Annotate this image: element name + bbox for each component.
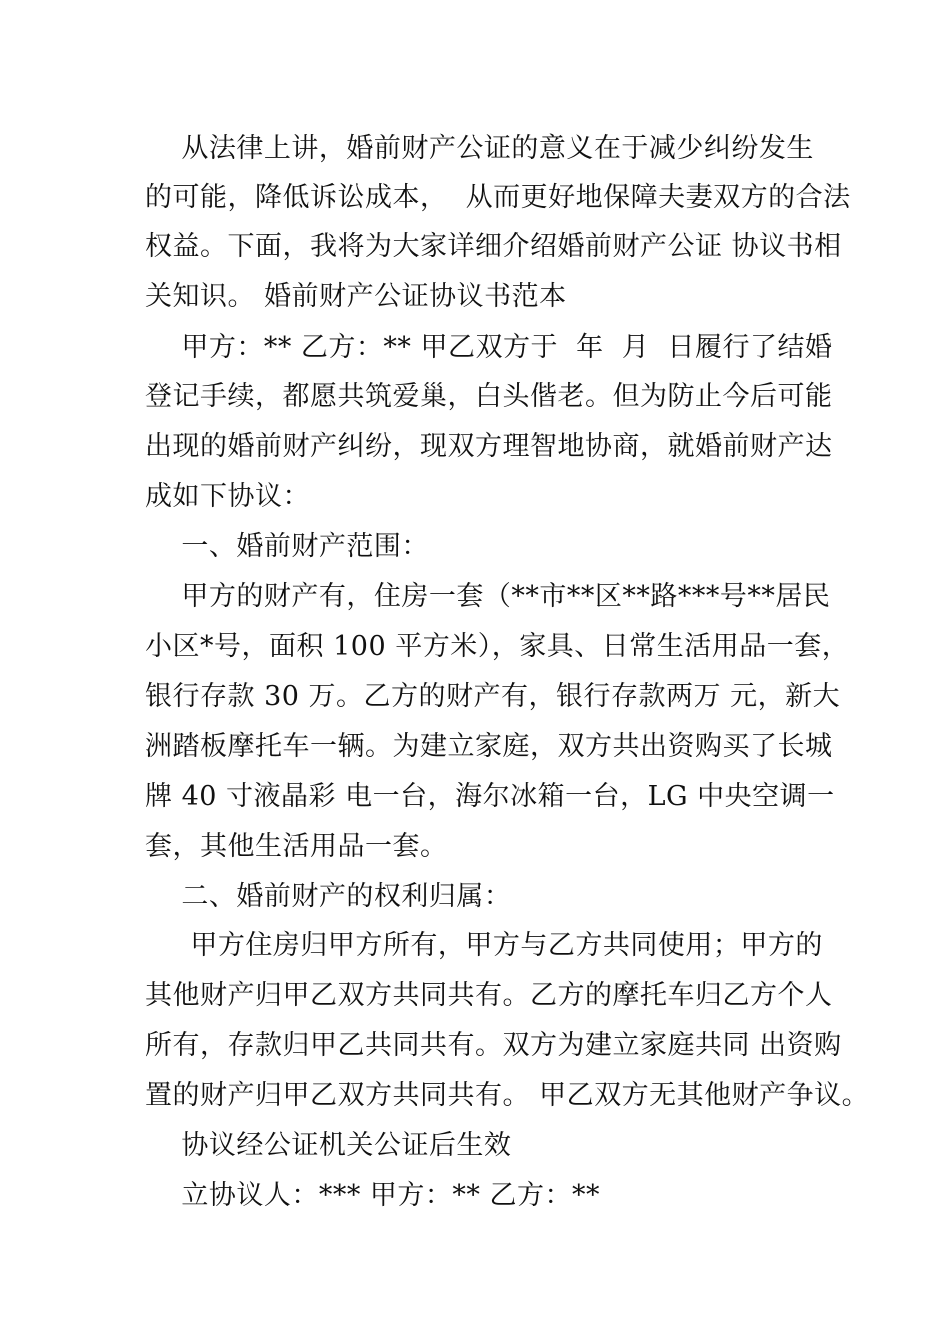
text-line: 成如下协议： bbox=[145, 481, 310, 512]
text-line: 其他财产归甲乙双方共同共有。乙方的摩托车归乙方个人 bbox=[145, 980, 833, 1011]
text-line: 关知识。 婚前财产公证协议书范本 bbox=[145, 281, 567, 312]
signature-line: 立协议人：*** 甲方：** 乙方：** bbox=[145, 1180, 600, 1211]
text-line: 所有，存款归甲乙共同共有。双方为建立家庭共同 出资购 bbox=[145, 1030, 842, 1061]
text-line: 洲踏板摩托车一辆。为建立家庭，双方共出资购买了长城 bbox=[145, 731, 833, 762]
text-line: 协议经公证机关公证后生效 bbox=[145, 1130, 512, 1161]
text-line: 套，其他生活用品一套。 bbox=[145, 831, 448, 862]
text-line: 甲方住房归甲方所有，甲方与乙方共同使用；甲方的 bbox=[145, 930, 823, 961]
section-heading: 二、婚前财产的权利归属： bbox=[145, 881, 512, 912]
text-line: 的可能，降低诉讼成本， 从而更好地保障夫妻双方的合法 bbox=[145, 182, 851, 213]
text-line: 银行存款 30 万。乙方的财产有，银行存款两万 元，新大 bbox=[145, 681, 841, 712]
section-heading: 一、婚前财产范围： bbox=[145, 531, 429, 562]
text-line: 牌 40 寸液晶彩 电一台，海尔冰箱一台，LG 中央空调一 bbox=[145, 781, 835, 812]
text-line: 置的财产归甲乙双方共同共有。 甲乙双方无其他财产争议。 bbox=[145, 1080, 870, 1111]
text-line: 甲方：** 乙方：** 甲乙双方于 年 月 日履行了结婚 bbox=[145, 332, 833, 363]
text-line: 登记手续，都愿共筑爱巢，白头偕老。但为防止今后可能 bbox=[145, 381, 833, 412]
text-line: 小区*号，面积 100 平方米），家具、日常生活用品一套， bbox=[145, 631, 850, 662]
text-line: 出现的婚前财产纠纷，现双方理智地协商，就婚前财产达 bbox=[145, 431, 833, 462]
text-line: 权益。下面，我将为大家详细介绍婚前财产公证 协议书相 bbox=[145, 231, 842, 262]
text-line: 甲方的财产有，住房一套（**市**区**路***号**居民 bbox=[145, 581, 831, 612]
text-line: 从法律上讲，婚前财产公证的意义在于减少纠纷发生 bbox=[145, 133, 814, 164]
